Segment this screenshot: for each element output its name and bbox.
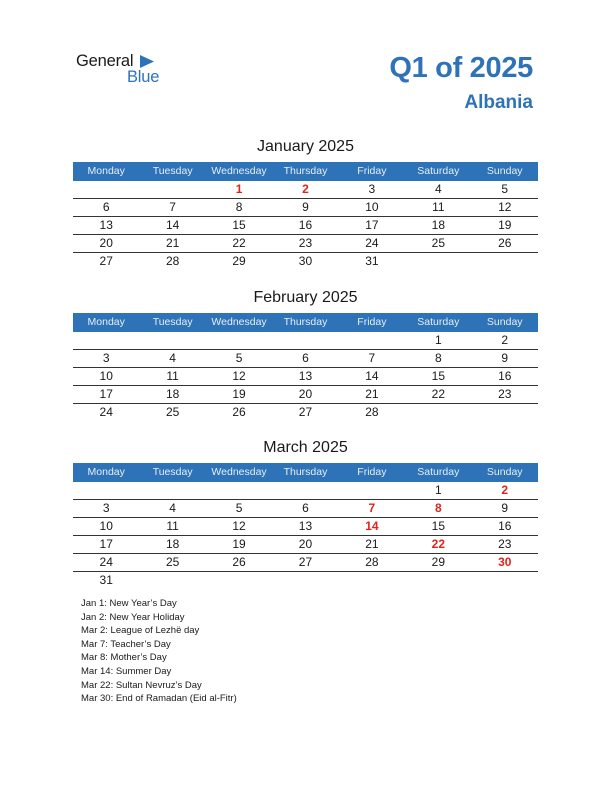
day-cell [73, 482, 139, 499]
day-cell: 12 [232, 369, 246, 383]
week-row [73, 199, 538, 217]
day-cell: 21 [365, 387, 379, 401]
holiday-item: Mar 7: Teacher’s Day [81, 638, 171, 650]
day-cell: 8 [434, 351, 442, 365]
day-cell [472, 404, 538, 421]
day-cell: 11 [432, 200, 445, 214]
day-cell: 26 [498, 236, 512, 250]
day-name-monday: Monday [87, 316, 125, 328]
day-name-thursday: Thursday [283, 466, 328, 478]
day-cell [206, 482, 272, 499]
day-cell: 18 [165, 387, 180, 401]
day-name-monday: Monday [87, 466, 125, 478]
day-cell: 22 [232, 236, 246, 250]
day-cell: 7 [368, 351, 376, 365]
logo [76, 52, 176, 88]
day-cell: 5 [501, 182, 509, 196]
day-cell [139, 482, 205, 499]
day-cell: 19 [498, 218, 512, 232]
day-cell: 15 [431, 519, 445, 533]
day-cell: 9 [302, 200, 309, 214]
logo-flag-icon [140, 55, 154, 68]
day-cell [405, 253, 471, 270]
weeks [73, 482, 538, 589]
day-cell: 6 [102, 200, 110, 214]
day-cell [339, 572, 405, 589]
day-cell: 30 [498, 555, 512, 569]
day-cell [272, 482, 338, 499]
day-cell: 23 [498, 537, 512, 551]
day-cell: 20 [298, 537, 313, 551]
day-cell: 8 [235, 200, 243, 214]
day-cell [139, 572, 205, 589]
day-cell [472, 253, 538, 270]
week-row [73, 404, 538, 421]
day-name-tuesday: Tuesday [152, 165, 193, 177]
holiday-item: Mar 14: Summer Day [81, 665, 172, 677]
day-cell: 5 [235, 501, 243, 515]
day-cell [206, 332, 272, 349]
day-cell: 1 [434, 483, 442, 497]
day-cell: 13 [298, 519, 313, 533]
day-cell: 6 [302, 351, 309, 365]
day-cell: 12 [232, 519, 246, 533]
day-cell: 29 [431, 555, 445, 569]
day-cell: 15 [431, 369, 445, 383]
day-cell [73, 332, 139, 349]
country-name: Albania [464, 92, 533, 113]
day-name-saturday: Saturday [417, 316, 460, 328]
day-cell: 24 [99, 555, 113, 569]
day-cell: 17 [99, 537, 113, 551]
day-cell: 10 [99, 369, 113, 383]
day-cell: 14 [365, 519, 379, 533]
day-name-wednesday: Wednesday [211, 316, 267, 328]
day-cell: 8 [434, 501, 442, 515]
day-cell: 1 [235, 182, 243, 196]
holiday-list [81, 597, 237, 706]
holiday-item: Jan 1: New Year’s Day [81, 598, 177, 609]
day-cell: 25 [431, 236, 445, 250]
day-name-monday: Monday [87, 165, 125, 177]
day-cell: 5 [235, 351, 243, 365]
day-cell: 20 [99, 236, 113, 250]
day-cell: 3 [368, 182, 376, 196]
day-cell: 20 [298, 387, 313, 401]
logo-general-text: General [76, 52, 134, 70]
day-names-header [73, 463, 538, 482]
day-cell: 23 [498, 387, 512, 401]
week-row [73, 518, 538, 536]
week-row [73, 235, 538, 253]
day-cell: 6 [302, 501, 309, 515]
day-name-saturday: Saturday [417, 165, 460, 177]
day-cell: 16 [498, 519, 512, 533]
day-cell [272, 332, 338, 349]
day-cell: 27 [298, 405, 313, 419]
day-cell: 21 [365, 537, 379, 551]
day-cell: 7 [368, 501, 376, 515]
day-cell [339, 482, 405, 499]
day-cell: 23 [298, 236, 313, 250]
day-cell: 28 [365, 555, 379, 569]
day-cell: 19 [232, 387, 246, 401]
day-cell: 30 [298, 254, 313, 268]
day-name-friday: Friday [357, 466, 387, 478]
week-row [73, 332, 538, 350]
week-row [73, 217, 538, 235]
month-calendar-january [73, 137, 538, 270]
day-cell: 27 [298, 555, 313, 569]
month-title: January 2025 [257, 138, 354, 155]
day-cell: 31 [99, 573, 113, 587]
day-cell: 19 [232, 537, 246, 551]
page-title: Q1 of 2025 [389, 52, 533, 84]
day-cell: 4 [434, 182, 442, 196]
day-cell [272, 572, 338, 589]
day-name-thursday: Thursday [283, 165, 328, 177]
week-row [73, 253, 538, 270]
day-cell: 18 [431, 218, 445, 232]
day-cell [73, 181, 139, 198]
day-cell: 22 [431, 537, 445, 551]
day-cell: 25 [165, 555, 180, 569]
day-name-sunday: Sunday [486, 165, 523, 177]
day-names-header [73, 313, 538, 332]
week-row [73, 350, 538, 368]
day-cell [405, 404, 471, 421]
day-names-header [73, 162, 538, 181]
holiday-item: Mar 8: Mother’s Day [81, 652, 167, 664]
logo-blue-text: Blue [127, 68, 160, 86]
holiday-item: Mar 2: League of Lezhë day [81, 625, 200, 637]
day-cell: 11 [166, 519, 179, 533]
week-row [73, 181, 538, 199]
week-row [73, 554, 538, 572]
week-row [73, 386, 538, 404]
day-cell: 17 [365, 218, 379, 232]
day-name-sunday: Sunday [486, 316, 523, 328]
day-cell: 22 [431, 387, 445, 401]
day-cell: 26 [232, 555, 246, 569]
holiday-item: Mar 22: Sultan Nevruz’s Day [81, 679, 202, 691]
day-cell: 12 [498, 200, 512, 214]
day-cell: 2 [302, 182, 309, 196]
day-name-friday: Friday [357, 165, 387, 177]
day-cell: 21 [165, 236, 180, 250]
day-cell: 3 [102, 351, 110, 365]
day-name-wednesday: Wednesday [211, 466, 267, 478]
day-name-saturday: Saturday [417, 466, 460, 478]
day-cell: 11 [166, 369, 179, 383]
day-cell: 15 [232, 218, 246, 232]
day-name-sunday: Sunday [486, 466, 523, 478]
month-title: February 2025 [253, 289, 358, 306]
day-cell: 31 [365, 254, 379, 268]
day-cell: 1 [434, 333, 442, 347]
day-cell: 14 [365, 369, 379, 383]
day-cell: 14 [165, 218, 180, 232]
day-cell: 2 [501, 333, 509, 347]
day-cell: 25 [165, 405, 180, 419]
day-cell: 7 [169, 200, 176, 214]
day-cell: 4 [169, 351, 176, 365]
day-cell [139, 181, 205, 198]
day-name-thursday: Thursday [283, 316, 328, 328]
day-cell: 28 [365, 405, 379, 419]
day-cell: 24 [99, 405, 113, 419]
day-cell: 27 [99, 254, 113, 268]
week-row [73, 368, 538, 386]
day-cell: 2 [501, 483, 509, 497]
day-name-tuesday: Tuesday [152, 466, 193, 478]
day-cell: 28 [165, 254, 180, 268]
day-cell: 10 [99, 519, 113, 533]
day-cell: 4 [169, 501, 176, 515]
day-cell: 26 [232, 405, 246, 419]
day-cell: 18 [165, 537, 180, 551]
day-cell: 10 [365, 200, 379, 214]
day-cell [139, 332, 205, 349]
week-row [73, 482, 538, 500]
weeks [73, 181, 538, 270]
day-cell [405, 572, 471, 589]
week-row [73, 500, 538, 518]
day-cell: 3 [102, 501, 110, 515]
day-cell: 9 [501, 501, 509, 515]
day-cell: 13 [298, 369, 313, 383]
month-title: March 2025 [263, 439, 348, 456]
day-name-wednesday: Wednesday [211, 165, 267, 177]
holiday-item: Jan 2: New Year Holiday [81, 611, 185, 623]
week-row [73, 572, 538, 589]
day-cell: 24 [365, 236, 379, 250]
day-cell: 29 [232, 254, 246, 268]
holiday-item: Mar 30: End of Ramadan (Eid al-Fitr) [81, 693, 237, 705]
day-cell: 13 [99, 218, 113, 232]
week-row [73, 536, 538, 554]
weeks [73, 332, 538, 421]
day-name-friday: Friday [357, 316, 387, 328]
day-cell: 17 [99, 387, 113, 401]
day-cell [472, 572, 538, 589]
day-cell [339, 332, 405, 349]
day-cell: 16 [498, 369, 512, 383]
day-cell: 9 [501, 351, 509, 365]
month-calendar-march [73, 438, 538, 589]
day-cell [206, 572, 272, 589]
day-cell: 16 [298, 218, 313, 232]
day-name-tuesday: Tuesday [152, 316, 193, 328]
month-calendar-february [73, 288, 538, 421]
